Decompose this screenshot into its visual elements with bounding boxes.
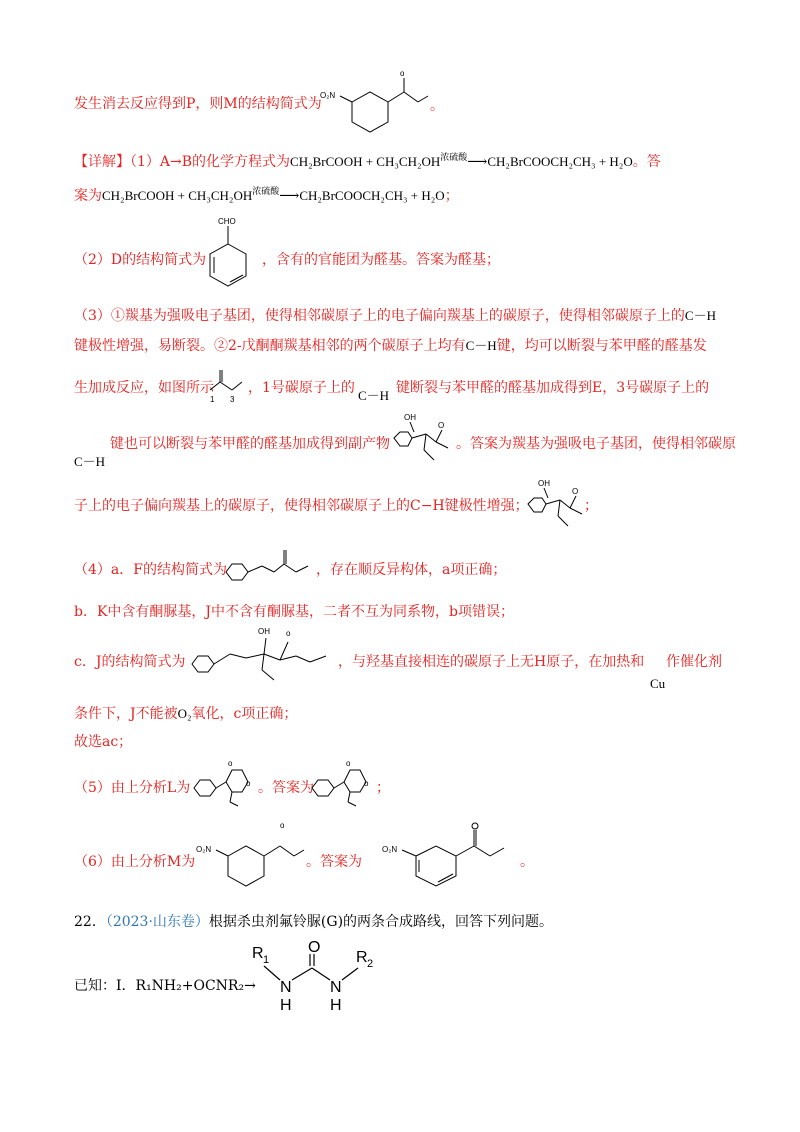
q3-line5a: 子上的电子偏向羰基上的碳原子，使得相邻碳原子上的C−H键极性增强； — [74, 498, 529, 514]
svg-text:O₂N: O₂N — [382, 845, 398, 854]
svg-text:1: 1 — [263, 954, 270, 966]
q5-c: ； — [376, 780, 390, 796]
svg-text:N: N — [330, 979, 342, 996]
q4-choose: 故选ac； — [74, 734, 133, 750]
urea-structure — [240, 936, 390, 1016]
svg-text:O: O — [308, 939, 321, 956]
q6-c: 。 — [520, 854, 534, 870]
f-structure — [222, 540, 314, 586]
q6-b: 。答案为 — [306, 854, 362, 870]
q5-b: 。答案为 — [258, 780, 314, 796]
q1-lead2: 案为 — [74, 188, 102, 204]
q4-c-tail2: 作催化剂 — [666, 654, 722, 670]
q1-line2: 案为CH₂BrCOOH + $CH_3CH_2OH^{浓硫酸}⟶CH_2BrCOOCH_2CH_3 + H_2O$； — [74, 187, 459, 204]
q22-line — [74, 912, 553, 932]
byproduct-structure-2 — [526, 476, 588, 536]
q3-line3c: 键断裂与苯甲醛的醛基加成得到E，3号碳原子上的 — [396, 380, 710, 396]
svg-text:o: o — [400, 69, 405, 78]
m-structure-q6 — [196, 820, 306, 892]
l-structure — [192, 756, 258, 808]
svg-text:o: o — [228, 759, 233, 768]
oh-label: OH — [404, 413, 416, 422]
pentanone-structure — [204, 366, 250, 406]
q1-tail2: ； — [444, 188, 459, 204]
svg-text:OH: OH — [258, 627, 270, 636]
svg-text:H: H — [330, 997, 342, 1014]
q1-tail: 。答 — [632, 154, 661, 170]
q3-line1-text: （3）①羰基为强吸电子基团，使得相邻碳原子上的电子偏向羰基上的碳原子，使得相邻碳原子上的 — [74, 308, 685, 324]
ch-bond-2: C－H — [465, 338, 497, 353]
ch-bond: C－H — [684, 308, 716, 323]
q6-a: （6）由上分析M为 — [74, 854, 196, 870]
q22-number: 22． — [74, 914, 106, 930]
o-label: O — [438, 421, 445, 430]
q3-line2a: 键极性增强，易断裂。②2-戊酮酮羰基相邻的两个碳原子上均有 — [74, 338, 466, 354]
q4-c-line2a: 条件下，J不能被 — [74, 706, 178, 722]
cond-top: 浓硫酸 — [440, 153, 468, 163]
eq-right: CH₂BrCOOCH₂CH₃ + H₂O — [487, 154, 633, 169]
q4-a-tail: ，存在顺反异构体，a项正确； — [316, 562, 507, 578]
q3-line4b: 。答案为羰基为强吸电子基团，使得相邻碳原 — [456, 436, 736, 452]
q4-c-line2b: 氧化，c项正确； — [191, 706, 298, 722]
molecule-m-structure — [320, 68, 430, 138]
no2-label: O₂N — [320, 91, 336, 100]
svg-text:R: R — [252, 945, 264, 962]
svg-text:N: N — [280, 979, 292, 996]
svg-text:R: R — [356, 949, 368, 966]
ch-bond-3: C－H — [358, 388, 390, 403]
q4-b-text: b．K中含有酮脲基，J中不含有酮脲基，二者不互为同系物，b项错误； — [74, 604, 514, 620]
j-structure — [190, 624, 336, 684]
q5-a: （5）由上分析L为 — [74, 780, 191, 796]
svg-text:o: o — [280, 821, 285, 830]
q3-line3b: ，1号碳原子上的 — [248, 380, 355, 396]
l-structure-answer — [310, 756, 376, 808]
q22-source[interactable]: （2023·山东卷） — [105, 914, 209, 930]
q1-lead: （1）A→B的化学方程式为 — [130, 154, 291, 170]
p1-end: 。 — [430, 98, 444, 114]
q4-c-tail: ，与羟基直接相连的碳原子上无H原子，在加热和 — [338, 654, 645, 670]
svg-text:o: o — [364, 779, 369, 788]
cho-label: CHO — [218, 217, 236, 226]
q3-line2 — [74, 336, 707, 356]
ch-bond-4: C－H — [74, 454, 106, 469]
m-structure-answer — [382, 820, 522, 892]
svg-text:2: 2 — [367, 958, 374, 970]
q3-line5b: ； — [584, 498, 598, 514]
svg-text:H: H — [280, 997, 292, 1014]
svg-text:o: o — [346, 759, 351, 768]
q2-text-b: ，含有的官能团为醛基。答案为醛基； — [262, 252, 500, 268]
q3-line1 — [74, 306, 716, 326]
svg-text:O₂N: O₂N — [196, 845, 212, 854]
svg-text:o: o — [246, 779, 251, 788]
q4-c-line2 — [74, 704, 297, 724]
byproduct-structure — [392, 410, 454, 470]
p1-text: 发生消去反应得到P，则M的结构简式为 — [74, 96, 322, 112]
svg-text:o: o — [286, 629, 291, 638]
q22-known: 已知：Ⅰ．R₁NH₂+OCNR₂→ — [74, 978, 256, 994]
carbon-1-number: 1 — [210, 395, 215, 404]
q3-line3a: 生加成反应，如图所示 — [74, 380, 214, 396]
eq-left-2: CH₂BrCOOH + CH₃CH₂OH — [102, 188, 253, 203]
q4-c-text: c．J的结构简式为 — [74, 654, 186, 670]
q3-line2b: 键，均可以断裂与苯甲醛的醛基发 — [496, 338, 707, 354]
eq-right-2: CH₂BrCOOCH₂CH₃ + H₂O — [299, 188, 445, 203]
q1-line1: 【详解】（1）A→B的化学方程式为CH₂BrCOOH + $CH_3CH_2OH^{浓硫酸}⟶CH_2BrCOOCH_2CH_3 + H_2O$。答 — [74, 153, 661, 170]
eq-left: CH₂BrCOOH + CH₃CH₂OH — [290, 154, 441, 169]
carbon-3-number: 3 — [230, 395, 235, 404]
q3-line4a: 键也可以断裂与苯甲醛的醛基加成得到副产物 — [110, 436, 390, 452]
svg-text:OH: OH — [538, 479, 550, 488]
cond-top-2: 浓硫酸 — [252, 187, 280, 197]
q4-a-text: （4）a．F的结构简式为 — [74, 562, 227, 578]
q22-text: 根据杀虫剂氟铃脲(G)的两条合成路线，回答下列问题。 — [208, 914, 554, 930]
q2-text-a: （2）D的结构简式为 — [74, 252, 207, 268]
svg-text:O: O — [572, 487, 579, 496]
detail-label: 【详解】 — [74, 154, 130, 170]
benzaldehyde-structure — [200, 214, 260, 294]
cu-label: Cu — [650, 676, 666, 691]
o2-formula: O₂ — [177, 706, 192, 721]
